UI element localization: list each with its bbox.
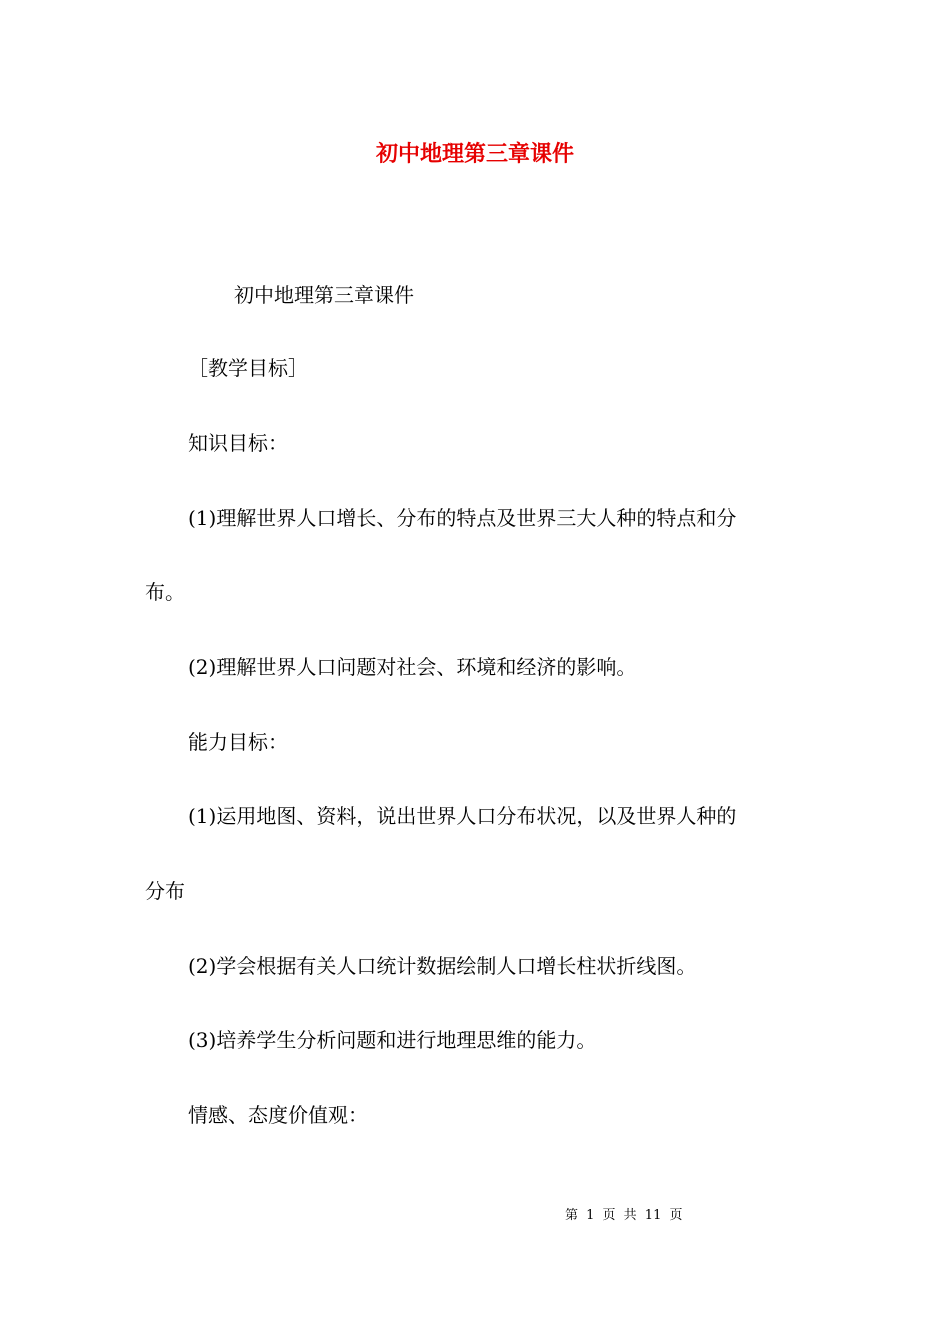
paragraph-teaching-goals: ［教学目标］ (188, 356, 308, 380)
document-title: 初中地理第三章课件 (375, 141, 574, 167)
paragraph-knowledge-1-cont: 布。 (145, 580, 185, 604)
paragraph-knowledge-2: (2)理解世界人口问题对社会、环境和经济的影响。 (188, 655, 637, 679)
paragraph-emotion-goals: 情感、态度价值观： (188, 1103, 368, 1127)
paragraph-ability-1: (1)运用地图、资料，说出世界人口分布状况，以及世界人种的 (188, 804, 737, 828)
paragraph-ability-goals: 能力目标： (188, 730, 288, 754)
paragraph-knowledge-goals: 知识目标： (188, 431, 288, 455)
page-indicator: 第 1 页 共 11 页 (565, 1208, 683, 1223)
paragraph-subtitle: 初中地理第三章课件 (234, 283, 414, 307)
paragraph-ability-1-cont: 分布 (145, 879, 185, 903)
paragraph-knowledge-1: (1)理解世界人口增长、分布的特点及世界三大人种的特点和分 (188, 506, 737, 530)
paragraph-ability-2: (2)学会根据有关人口统计数据绘制人口增长柱状折线图。 (188, 954, 697, 978)
paragraph-ability-3: (3)培养学生分析问题和进行地理思维的能力。 (188, 1028, 597, 1052)
